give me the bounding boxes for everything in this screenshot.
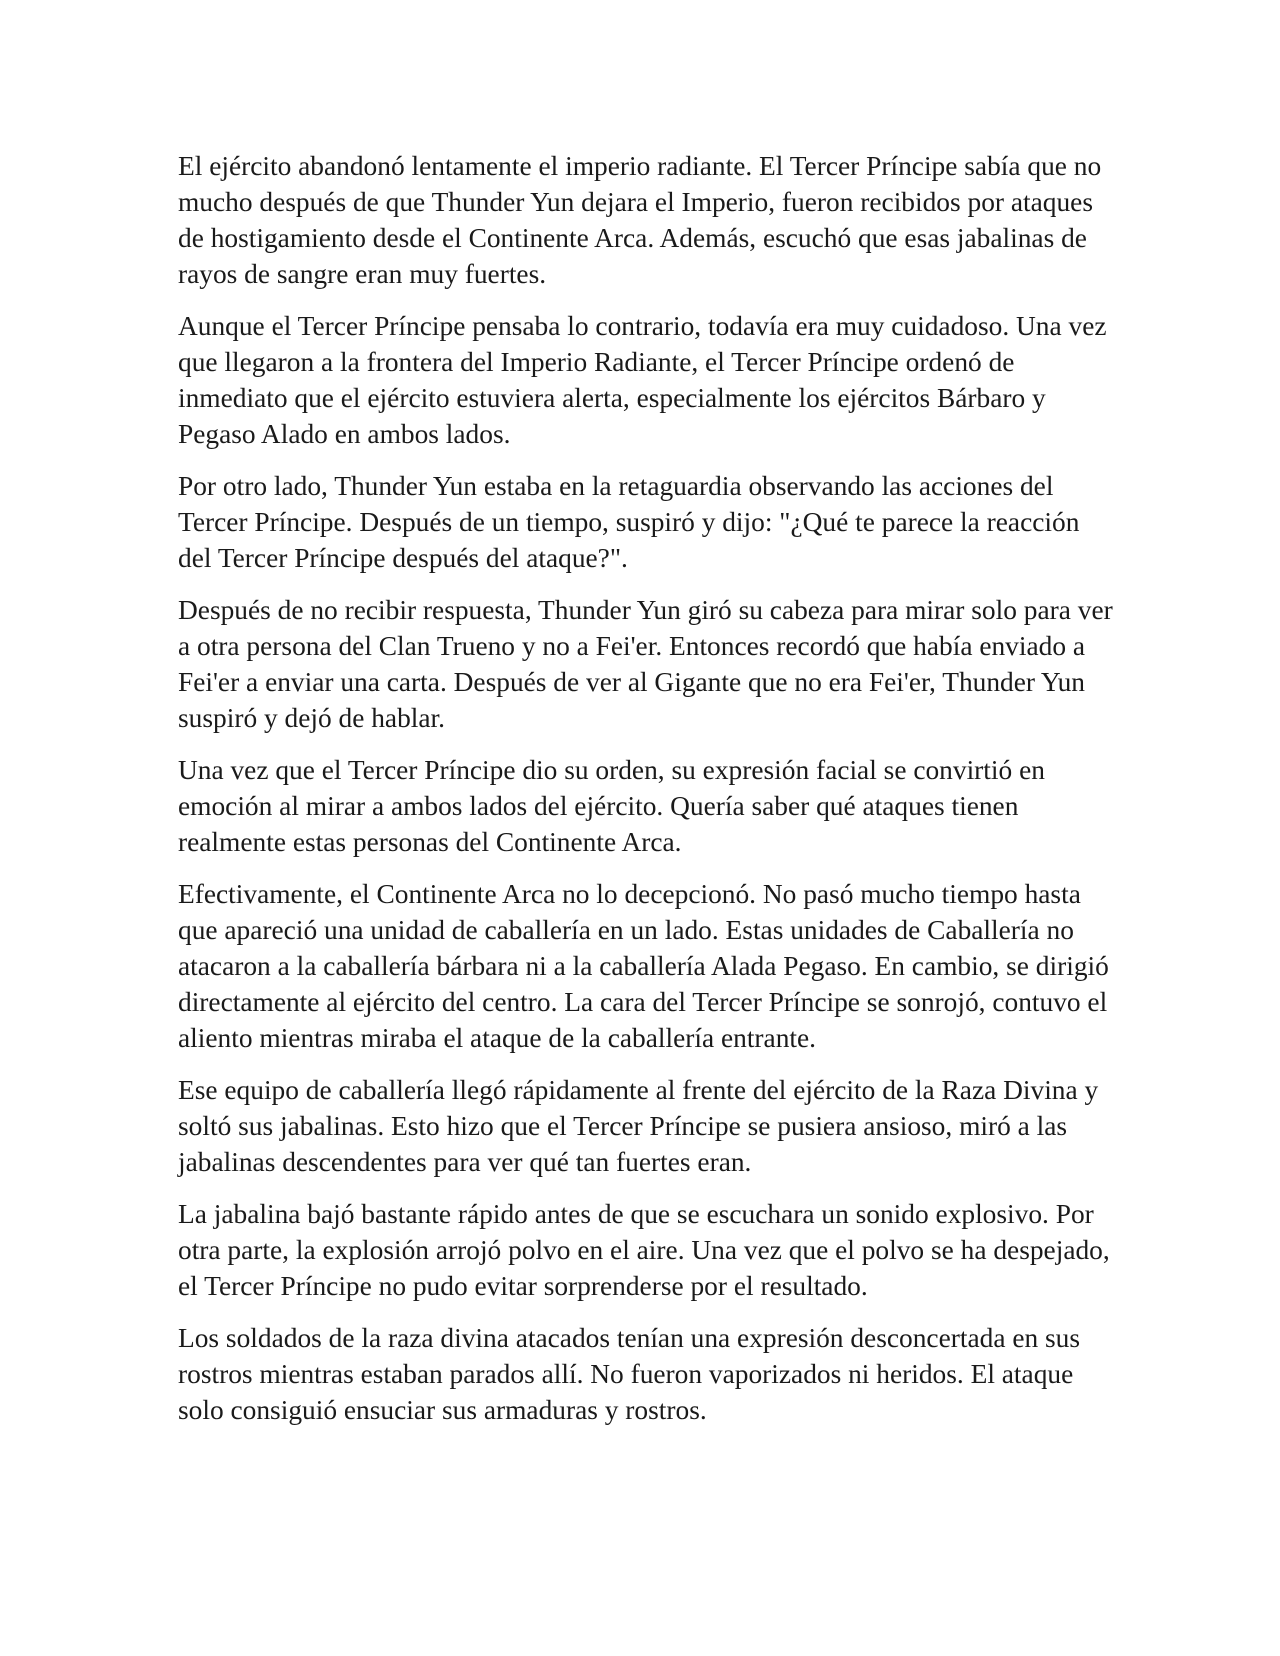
paragraph: Aunque el Tercer Príncipe pensaba lo contrario, todavía era muy cuidadoso. Una vez que llegaron a la frontera del Imperio Radiante, el Tercer Príncipe ordenó de inmediato que el ejército estuviera alerta, especialmente los ejércitos Bárbaro y Pegaso Alado en ambos lados. (178, 311, 1107, 449)
paragraph: Por otro lado, Thunder Yun estaba en la retaguardia observando las acciones del Tercer Príncipe. Después de un tiempo, suspiró y dijo: "¿Qué te parece la reacción del Tercer Príncipe después del ataque?". (178, 471, 1080, 573)
paragraph: La jabalina bajó bastante rápido antes de que se escuchara un sonido explosivo. Por otra parte, la explosión arrojó polvo en el aire. Una vez que el polvo se ha despejado, el Tercer Príncipe no pudo evitar sorprenderse por el resultado. (178, 1199, 1110, 1301)
paragraph: Ese equipo de caballería llegó rápidamente al frente del ejército de la Raza Divina y soltó sus jabalinas. Esto hizo que el Tercer Príncipe se pusiera ansioso, miró a las jabalinas descendentes para ver qué tan fuertes eran. (178, 1075, 1099, 1177)
paragraph: Después de no recibir respuesta, Thunder Yun giró su cabeza para mirar solo para ver a otra persona del Clan Trueno y no a Fei'er. Entonces recordó que había enviado a Fei'er a enviar una carta. Después de ver al Gigante que no era Fei'er, Thunder Yun suspiró y dejó de hablar. (178, 595, 1113, 733)
document-body (178, 148, 1118, 1444)
paragraph: Efectivamente, el Continente Arca no lo decepcionó. No pasó mucho tiempo hasta que apareció una unidad de caballería en un lado. Estas unidades de Caballería no atacaron a la caballería bárbara ni a la caballería Alada Pegaso. En cambio, se dirigió directamente al ejército del centro. La cara del Tercer Príncipe se sonrojó, contuvo el aliento mientras miraba el ataque de la caballería entrante. (178, 879, 1109, 1053)
paragraph: Una vez que el Tercer Príncipe dio su orden, su expresión facial se convirtió en emoción al mirar a ambos lados del ejército. Quería saber qué ataques tienen realmente estas personas del Continente Arca. (178, 755, 1045, 857)
paragraph: Los soldados de la raza divina atacados tenían una expresión desconcertada en sus rostros mientras estaban parados allí. No fueron vaporizados ni heridos. El ataque solo consiguió ensuciar sus armaduras y rostros. (178, 1323, 1081, 1425)
paragraph: El ejército abandonó lentamente el imperio radiante. El Tercer Príncipe sabía que no mucho después de que Thunder Yun dejara el Imperio, fueron recibidos por ataques de hostigamiento desde el Continente Arca. Además, escuchó que esas jabalinas de rayos de sangre eran muy fuertes. (178, 151, 1102, 289)
